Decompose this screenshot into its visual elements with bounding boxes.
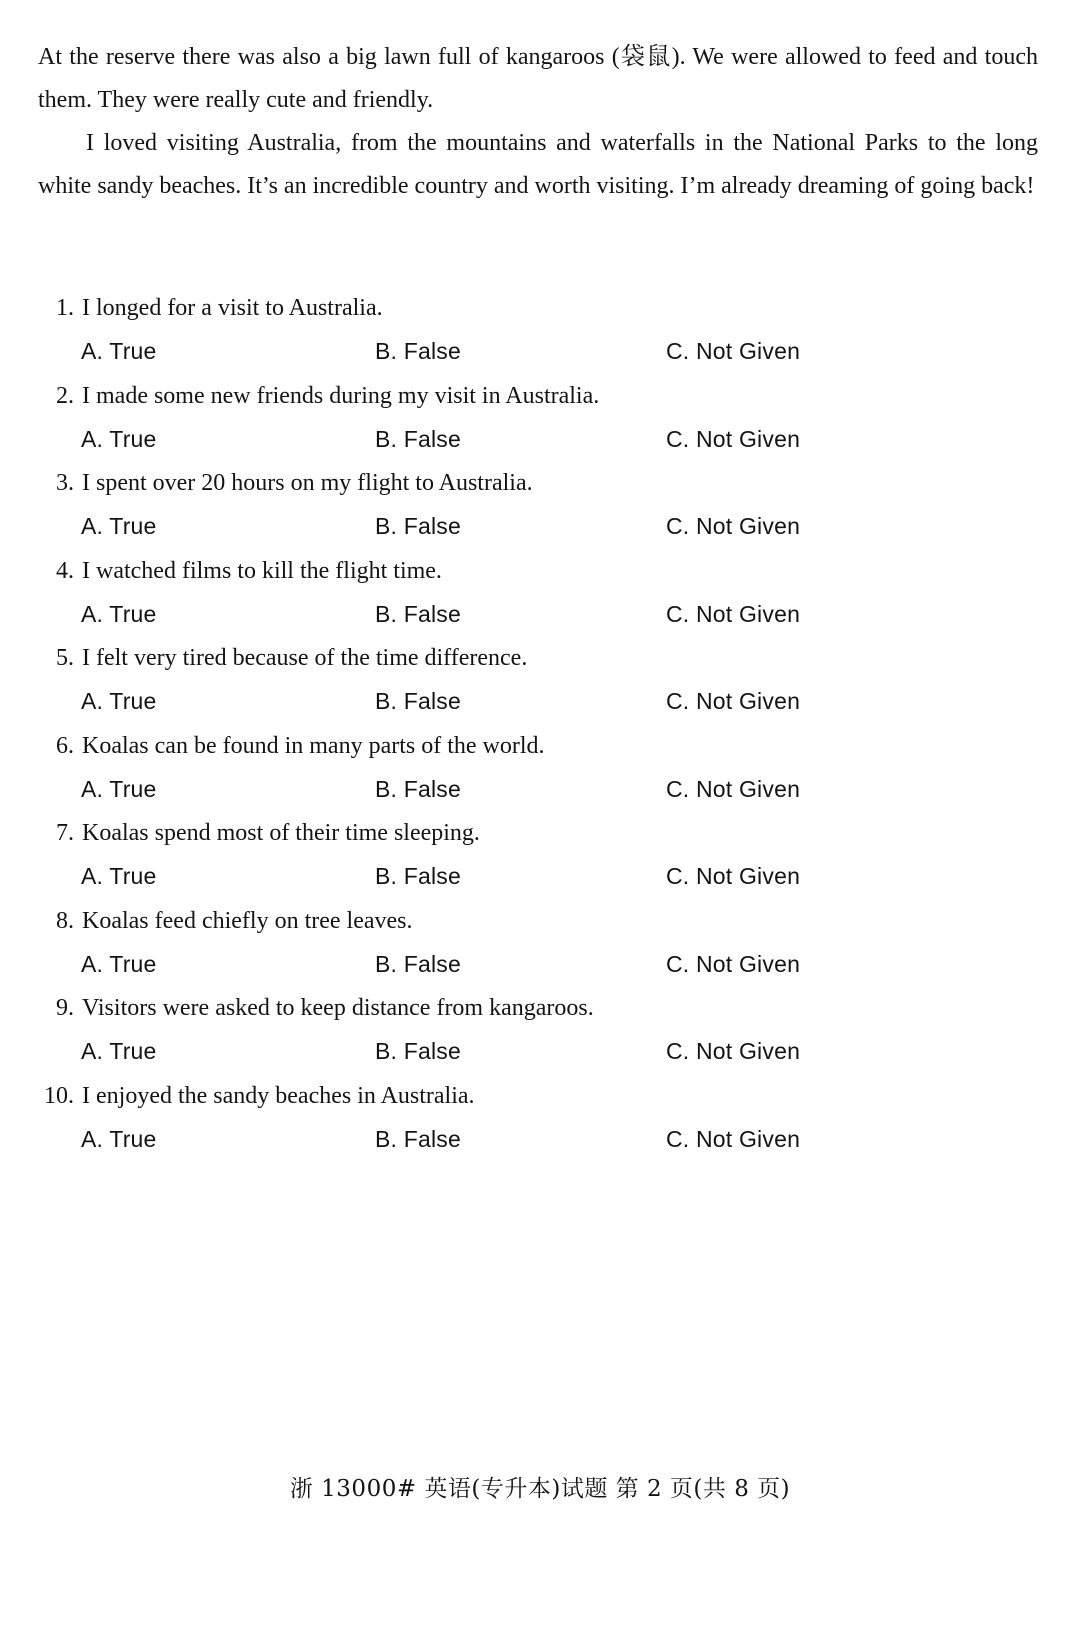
question-number: 9. <box>56 995 74 1021</box>
option-b: B. False <box>375 1125 461 1152</box>
question-text: Koalas feed chiefly on tree leaves. <box>82 907 413 934</box>
question-item <box>38 726 1038 814</box>
option-a: A. True <box>81 688 157 714</box>
question-text: Visitors were asked to keep distance from kangaroos. <box>82 995 594 1021</box>
option-c: C. Not Given <box>666 950 801 977</box>
option-b: B. False <box>375 688 461 714</box>
question-item <box>38 288 1038 376</box>
question-text: Koalas can be found in many parts of the world. <box>82 732 545 759</box>
option-c: C. Not Given <box>666 863 801 889</box>
question-stem <box>38 638 527 678</box>
question-item <box>38 376 1038 464</box>
question-number: 2. <box>56 382 74 409</box>
question-stem <box>38 551 442 591</box>
option-a: A. True <box>81 863 157 889</box>
question-text: I felt very tired because of the time difference. <box>82 645 528 671</box>
option-b: B. False <box>375 950 461 977</box>
question-item <box>38 638 1038 726</box>
option-a: A. True <box>81 600 157 627</box>
option-b: B. False <box>375 513 461 539</box>
question-stem <box>38 813 480 853</box>
option-c: C. Not Given <box>666 513 801 539</box>
question-number: 8. <box>56 907 74 934</box>
question-stem <box>38 463 533 503</box>
reading-passage <box>38 36 1038 208</box>
option-c: C. Not Given <box>666 600 801 627</box>
option-c: C. Not Given <box>666 425 801 452</box>
option-c: C. Not Given <box>666 688 801 714</box>
question-number: 5. <box>56 645 74 671</box>
question-text: I watched films to kill the flight time. <box>82 557 442 584</box>
page-footer <box>0 1470 1080 1503</box>
question-number: 10. <box>44 1082 74 1109</box>
question-item <box>38 551 1038 639</box>
question-text: I spent over 20 hours on my flight to Australia. <box>82 470 533 496</box>
option-b: B. False <box>375 338 461 364</box>
question-stem <box>38 288 383 328</box>
option-c: C. Not Given <box>666 338 801 364</box>
question-number: 4. <box>56 557 74 584</box>
question-text: I enjoyed the sandy beaches in Australia. <box>82 1082 475 1109</box>
question-item <box>38 463 1038 551</box>
option-a: A. True <box>81 338 157 364</box>
question-number: 6. <box>56 732 74 759</box>
question-item <box>38 901 1038 989</box>
question-item <box>38 1076 1038 1164</box>
question-list <box>38 288 1038 1163</box>
option-c: C. Not Given <box>666 775 801 802</box>
option-c: C. Not Given <box>666 1038 801 1064</box>
option-a: A. True <box>81 513 157 539</box>
question-number: 1. <box>56 295 74 321</box>
option-a: A. True <box>81 775 157 802</box>
question-number: 3. <box>56 470 74 496</box>
option-b: B. False <box>375 1038 461 1064</box>
option-b: B. False <box>375 863 461 889</box>
question-stem <box>38 726 545 766</box>
question-stem <box>38 901 413 941</box>
option-b: B. False <box>375 775 461 802</box>
question-text: I longed for a visit to Australia. <box>82 295 383 321</box>
option-b: B. False <box>375 425 461 452</box>
question-stem <box>38 988 594 1028</box>
passage-paragraph: I loved visiting Australia, from the mountains and waterfalls in the National Parks to the long white sandy beaches. It’s an incredible country and worth visiting. I’m already dreaming of going back! <box>38 130 1038 199</box>
option-b: B. False <box>375 600 461 627</box>
question-stem <box>38 376 599 416</box>
option-a: A. True <box>81 1038 157 1064</box>
question-stem <box>38 1076 475 1116</box>
option-a: A. True <box>81 425 157 452</box>
question-number: 7. <box>56 820 74 846</box>
question-text: I made some new friends during my visit in Australia. <box>82 382 600 409</box>
option-c: C. Not Given <box>666 1125 801 1152</box>
question-item <box>38 988 1038 1076</box>
passage-paragraph: At the reserve there was also a big lawn full of kangaroos (袋鼠). We were allowed to feed and touch them. They were really cute and friendly. <box>38 44 1038 113</box>
question-text: Koalas spend most of their time sleeping. <box>82 820 480 846</box>
option-a: A. True <box>81 950 157 977</box>
question-item <box>38 813 1038 901</box>
footer-text: 浙 13000# 英语(专升本)试题 第 2 页(共 8 页) <box>289 1476 791 1502</box>
option-a: A. True <box>81 1125 157 1152</box>
